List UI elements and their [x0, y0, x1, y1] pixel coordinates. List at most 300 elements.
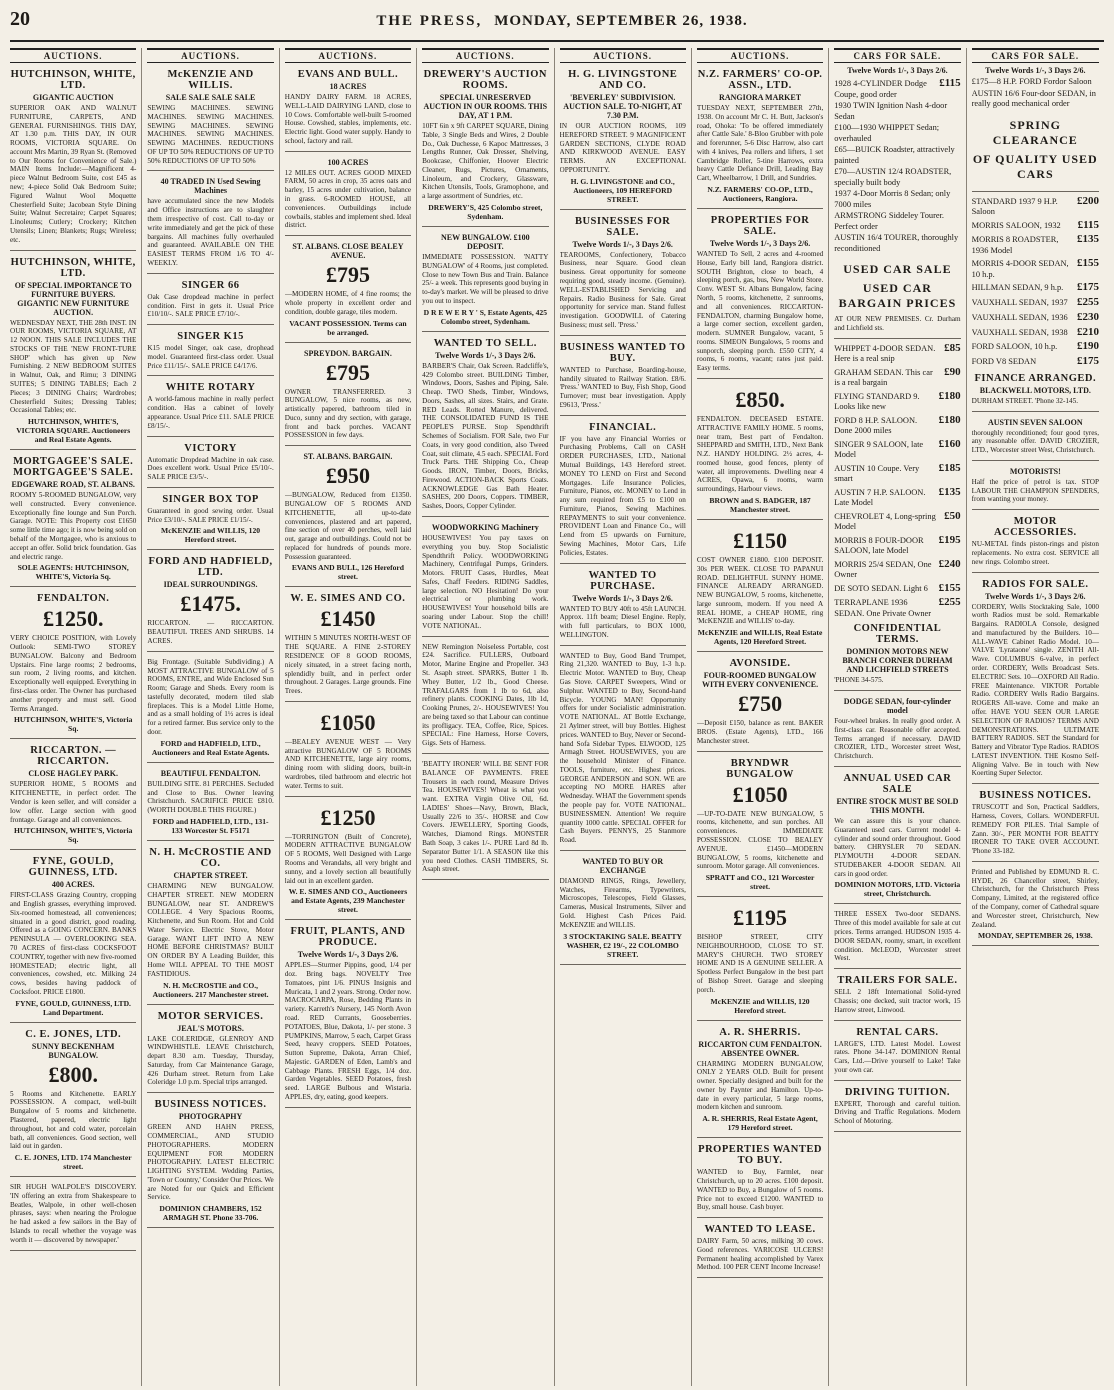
ad-block [147, 491, 273, 551]
car-listing [834, 596, 960, 619]
ad-block [10, 254, 136, 451]
car-listing [834, 123, 960, 144]
newspaper-title: THE PRESS, [376, 13, 483, 29]
car-listing [834, 462, 960, 485]
ad-body: CHARMING MODERN BUNGALOW, ONLY 2 YEARS OLD. Built for present owner. Specially designed and built for the owner by Paynter and Hamilton. Up-to-date in every particular, 5 large rooms, modern kitchen and sunroom. [696, 1059, 824, 1112]
ad-heading: ANNUAL USED CAR SALE [843, 773, 952, 795]
ad-body: TEAROOMS, Confectionery, Tobacco Business, near Square. Good clean business. Great opportunity for someone requiring good, steady income. (Genuine). WELL-ESTABLISHED Servicing and Repairs. Radio Business for Sale. Great opportunity for service man. Stand fullest investigation. GOODWILL of Catering Business; must sell. 'Press.' [559, 250, 686, 329]
car-price: £155 [938, 581, 961, 594]
ad-block [10, 1026, 136, 1177]
ad-footer: HUTCHINSON, WHITE'S, Victoria Sq. [13, 826, 133, 845]
car-listing [972, 219, 1099, 233]
ad-block [972, 513, 1099, 572]
ad-block [972, 415, 1099, 461]
car-price: £85 [944, 341, 961, 354]
ad-subheading: SPECIAL UNRESERVED AUCTION IN OUR ROOMS. THIS DAY, AT 1 P.M. [423, 93, 548, 120]
ad-subheading: IDEAL SURROUNDINGS. [163, 580, 258, 590]
ad-subheading: OF QUALITY USED CARS [972, 151, 1098, 181]
ad-block [285, 66, 411, 152]
car-description: ARMSTRONG Siddeley Tourer. Perfect order [834, 211, 945, 231]
ad-body: BUILDING SITE. 81 PERCHES. Secluded and Close to Bus. Owner leaving Christchurch. SACRIFICE PRICE £810. (WORTH DOUBLE THIS FIGURE.) [147, 779, 274, 815]
ad-block [697, 1141, 823, 1218]
car-listing [972, 281, 1099, 295]
ad-body: WANTED to Buy, Farmlet, near Christchurch, up to 20 acres. £100 deposit. WANTED to Buy, a Bungalow of 5 rooms. Price not to exceed £1200. WANTED to Buy, small house. Cash buyer. [696, 1168, 824, 1212]
ad-footer: MONDAY, SEPTEMBER 26, 1938. [978, 931, 1093, 941]
ad-body: GREEN AND HAHN PRESS, COMMERCIAL, AND STUDIO PHOTOGRAPHERS. MODERN EQUIPMENT FOR MODERN PHOTOGRAPHY. LATEST ELECTRIC LIGHTING SYSTEM. Wedding Parties, 'Town or Country,' Consider Our Prices. We are Noted for our Quick and Efficient Service. [147, 1123, 274, 1202]
ad-subheading: RICCARTON CUM FENDALTON. ABSENTEE OWNER. [698, 1039, 822, 1058]
car-listings [834, 77, 960, 254]
car-description: 1928 4-CYLINDER Dodge Coupe, good order [834, 79, 927, 99]
page-number-spacer [1094, 8, 1104, 31]
ad-block [697, 755, 823, 897]
ad-subheading: PHOTOGRAPHY [178, 1112, 243, 1122]
car-price: £115 [1077, 218, 1099, 231]
ad-body: —TORRINGTON (Built of Concrete), MODERN ATTRACTIVE BUNGALOW OF 5 ROOMS, Well Designed with Large Rooms and Verandahs, all very bright and sunny, and a lovely section all beautifully laid out in an excellent garden. [284, 832, 412, 885]
car-price: £255 [938, 596, 961, 609]
car-price: £135 [1077, 233, 1099, 246]
car-description: VAUXHALL SEDAN, 1938 [971, 327, 1068, 337]
ad-block [834, 972, 960, 1020]
ad-price: £795 [325, 262, 370, 288]
ad-footer: SOLE AGENTS: HUTCHINSON, WHITE'S, Victoria Sq. [17, 563, 129, 582]
car-description: 1930 TWIN Ignition Nash 4-door Sedan [834, 101, 948, 121]
car-listing [834, 366, 960, 389]
ad-body: We can assure this is your chance. Guaranteed used cars. Current model 4-cylinder and sound order throughout. Good battery. CHRYSLER 70 SEDAN. PLYMOUTH 4-DOOR SEDAN. STUDEBAKER 4-DOOR SEDAN. All cars in good order. [834, 817, 961, 878]
section-heading: AUCTIONS. [560, 48, 686, 63]
ad-subheading: CLOSE HAGLEY PARK. [28, 769, 118, 779]
ad-heading: DREWERY'S AUCTION ROOMS. [423, 69, 547, 91]
ad-block [972, 464, 1099, 510]
ad-heading: W. E. SIMES AND CO. [290, 593, 406, 605]
ad-heading: FRUIT, PLANTS, AND PRODUCE. [290, 926, 406, 949]
ad-block [10, 1180, 136, 1250]
car-description: FORD V8 SEDAN [971, 357, 1037, 366]
ad-body: 'BEATTY IRONER' WILL BE SENT FOR BALANCE OF PAYMENTS. FREE Trousers in each round, Measure Drives Tea. HOUSEWIVES! Wheat is what you want. EXTRA Virgin Olive Oil, 6d. LADIES' Shoes—Navy, Brown, Black, Usually 22/6 to 35/-. HORSE and Cow Covers. JEWELLERY, Sporting Goods, Watches, Diamond Rings. MONSTER Bath Soap, 3 cakes 1/-. PURE Lard 8d lb. Separator Butter 1/1. A SEASON like this you need Clothes. CASH TIMBERS, St. Asaph street. [422, 759, 549, 874]
ad-heading: RENTAL CARS. [856, 1026, 939, 1038]
ad-footer: McKENZIE and WILLIS, Real Estate Agents, 120 Hereford Street. [697, 628, 823, 647]
column-8 [972, 48, 1104, 1386]
ad-subheading: BLACKWELL MOTORS, LTD. [979, 385, 1091, 395]
car-price: £230 [1077, 310, 1099, 323]
ad-footer: FORD and HADFIELD, LTD., 131-133 Worcester St. F5171 [152, 816, 269, 835]
ad-body: —MODERN HOME, of 4 fine rooms; the whole property in excellent order and condition, double garage, tiles modern. [284, 290, 412, 316]
ad-block [422, 335, 548, 517]
ad-body: CORDERY, Wells Stocktaking Sale, 1000 worth Radios must be sold. Remarkable Bargains. RADIOLA Console, designed and manufactured by the Builders. 10—ALL-WAVE Cabinet Radio Model. 10—VALVE 'Lyrataone' single. ZENITH All-Wave. COLUMBUS 6-valve, in perfect order. CORDERY, Wells Broadcast Sets. ELECTRIC Sets. 10—OXFORD All Radio. FREE Maintenance. VIKTOR Portable Radio. CORDERY Wells Radio Bargains. ROGERS All-wave. Come and make an offer. HAVE YOU SEEN OUR LARGE SELECTION OF RADIOS? TERMS AND DEMONSTRATIONS. ULTIMATE BATTERY RADIOS. SET the Standard for Battery and Vibrator Type Radios. RADIOS LATEST INVENTION. THE Kosmo Self-Aligning Valve. Be in touch with New Koerting Super Selector. [971, 602, 1099, 778]
car-listing [972, 195, 1099, 218]
ad-body: IMMEDIATE POSSESSION. 'NATTY BUNGALOW' of 4 Rooms, just completed. Close to new Town Bus and Train. Balance 25/- a week. This represents good buying in to-day's market. We will be pleased to drive you out to inspect. [422, 253, 549, 305]
ad-body: WANTED to Buy, Good Band Trumpet, Ring 21,320. WANTED to Buy, 1-3 h.p. Electric Motor. WANTED to Buy, Cheap Gas Stove. CARPET Sweepers, Wind or Sulphur. WANTED to Buy, Second-hand Bicycle. YOUNG MAN! Opportunity offers for under Socialistic administration. VOTE NATIONAL. AT Bottle Exchange, 21 Aylmer street, will buy Bottles. Highest prices. WANTED to Buy, Never or Second-hand Sofa Sidebar Types. ELWOOD, 125 Armagh Street. HOUSEWIVES, you are the household Minister of Finance. TOOLS, furniture, etc. Highest prices. GEORGE ANDERSON and SON. WE are accepting NO MORE HARES after Wednesday. WHAT the Government spends the people pay for. VOTE NATIONAL. BUSINESSMEN. Attention! We require quantity 1000 cattle. SPECIAL OFFER for Cash Buyers. PENNYS, 25 Stanmore Road. [559, 651, 686, 845]
car-price: £185 [938, 461, 961, 474]
ad-footer: DOMINION MOTORS, LTD. Victoria street, Christchurch. [834, 880, 961, 899]
ad-block [422, 230, 548, 332]
car-listing [972, 326, 1099, 340]
car-listing [834, 101, 960, 122]
ad-body: DIAMOND RINGS, Rings, Jewellery, Watches, Firearms, Typewriters, Microscopes, Telescopes, Field Glasses, Cameras, Musical Instruments, Silver and Gold. Highest Cash Prices Paid. McKENZIE and WILLIS. [559, 876, 686, 929]
car-listing [834, 233, 960, 254]
car-description: MORRIS 8 FOUR-DOOR SALOON, late Model [834, 535, 924, 556]
ad-price: £800. [48, 1061, 98, 1087]
ad-body: —BUNGALOW, Reduced from £1350. BUNGALOW OF 5 ROOMS AND KITCHENETTE, all up-to-date conveniences, plastered and art papered, fine section of over 40 perches, well laid out, garage and outbuildings. Could not be replaced for hundreds of pounds more. Possession guaranteed. [284, 491, 412, 561]
masthead [10, 8, 1104, 42]
ad-price: £1195 [733, 905, 787, 931]
ad-heading: PROPERTIES WANTED TO BUY. [698, 1144, 822, 1167]
car-description: AUSTIN 7 H.P. SALOON. Late Model [834, 487, 926, 508]
car-listing [972, 355, 1099, 369]
ad-body: thoroughly reconditioned; four good tyres, any reasonable offer. DAVID CROZIER, LTD., Worcester street West, Christchurch. [971, 428, 1099, 455]
ad-footer: N.Z. FARMERS' CO-OP., LTD., Auctioneers, Rangiora. [707, 185, 813, 204]
ad-heading: HUTCHINSON, WHITE, LTD. [10, 256, 136, 279]
page-number: 20 [10, 8, 30, 30]
car-listing [834, 145, 960, 166]
ad-block [422, 640, 548, 754]
ad-body: WANTED to Purchase, Boarding-house, handily situated to Railway Station. £8/6. 'Press.' WANTED to Buy, Fish Shop, Good Turnover; must bear investigation. Apply £9613, 'Press.' [559, 365, 686, 409]
ad-heading: FORD AND HADFIELD, LTD. [148, 556, 273, 579]
ad-footer: 3 STOCKTAKING SALE. BEATTY WASHER, £2 19/-, 22 COLOMBO STREET. [563, 931, 682, 959]
ad-body: BISHOP STREET, CITY NEIGHBOURHOOD, CLOSE TO ST. MARY'S CHURCH. TWO STOREY HOME AND IS A GENUINE SELLER. A Spotless Perfect Bungalow in the best part of Bishop Street. Garage and sleeping porch. [696, 933, 824, 994]
issue-date: MONDAY, SEPTEMBER 26, 1938. [494, 13, 748, 29]
ad-block [972, 865, 1099, 946]
ad-heading: FINANCE ARRANGED. [974, 372, 1097, 384]
ad-footer: C. E. JONES, LTD. 174 Manchester street. [14, 1153, 132, 1172]
ad-heading: AVONSIDE. [729, 658, 791, 670]
ad-subheading: ST. ALBANS. CLOSE BEALEY AVENUE. [292, 242, 404, 261]
car-price: £90 [944, 365, 961, 378]
car-listing [834, 342, 960, 365]
ad-subheading: Twelve Words 1/-, 3 Days 2/6. [572, 593, 673, 603]
ad-body: APPLES—Sturmer Pippins, good, 1/4 per doz. Bring bags. NOVELTY Tree Tomatoes, pint 1/6. PINUS Insignis and Muricata, 1 and 2 years. Strong. Order now. MACROCARPA, Rose, Bedding Plants in variety. Karreth's Nursery, 145 North Avon road. RED Currants, Gooseberries. POTATOES, Blue, Dakota, 1/- per stone. 3 PUMPKINS, Marrow, 5 each, Carpet Grass Seed, heavy croppers. SEED Potatoes, Sutton Supreme, Dakota, Arran Chief, Majestic. GARDEN of Eden, Lamb's and Cabbage Plants. FRESH Eggs, 1/4 doz. Garden Vegetables. SEED Potatoes, fresh seed. LARGE Bulbous and Wistaria. APPLES, dry, eating, good keepers. [284, 961, 412, 1101]
column-3 [285, 48, 417, 1386]
ad-block [697, 900, 823, 1020]
ad-footer: DREWERY'S, 425 Colombo street, Sydenham. [428, 203, 543, 222]
ad-block [285, 923, 411, 1108]
car-listing [834, 510, 960, 533]
section-heading: CARS FOR SALE. [834, 48, 960, 63]
ad-block [10, 590, 136, 739]
column-2 [147, 48, 279, 1386]
ad-price: £1250 [320, 804, 376, 830]
ad-footer: W. E. SIMES AND CO., Auctioneers and Estate Agents, 239 Manchester street. [288, 887, 408, 915]
ad-heading: FINANCIAL. [589, 421, 657, 433]
ad-body: ROOMY 5-ROOMED BUNGALOW, very well constructed. Every convenience. Exceptionally fine lounge and Sun Porch. Garage. NOTE: This Property cost £1650 some little time ago; it is now being sold on behalf of the Mortgagee, who is anxious to accept an offer. Solid brick foundation. Gas and electric range. [10, 491, 137, 561]
ad-subheading: Twelve Words 1/-, 3 Days 2/6. [985, 591, 1086, 601]
ad-body: SIR HUGH WALPOLE'S DISCOVERY. 'IN offering an extra from Shakespeare to Beatles, Walpole, in other well-chosen phrases, says: when nearing the Prologue he had asked a few sailors in the Bay of Islands to recall whether the voyage was worth it — discovered by newspaper.' [10, 1183, 137, 1244]
ad-body: CHARMING NEW BUNGALOW. CHAPTER STREET. NEW MODERN BUNGALOW, near ST. ANDREW'S COLLEGE. 4 Very Spacious Rooms, Kitchenette, and Sun Room. Hot and Cold Water Service. Electric Stove, Motor Garage. WANT LIFT INTO A NEW HOME BEFORE CHRISTMAS? BUILT ON ORDER BY A Leading Builder, this Home WILL APPEAL TO THE MOST FASTIDIOUS. [147, 881, 274, 978]
rates-line: Twelve Words 1/-, 3 Days 2/6. [847, 66, 948, 75]
ad-price: £1475. [180, 591, 241, 617]
ad-body: 'PHONE 34-575. [834, 676, 884, 685]
ad-block [560, 66, 686, 210]
ad-heading: BRYNDWR BUNGALOW [726, 757, 794, 780]
ad-heading: SPRING CLEARANCE [992, 117, 1078, 147]
car-listing [972, 311, 1099, 325]
car-listing [834, 486, 960, 509]
ad-block [697, 1221, 823, 1278]
ad-body: —Deposit £150, balance as rent. BAKER BROS. (Estate Agents), LTD., 166 Manchester street. [696, 719, 824, 745]
car-description: £70—AUSTIN 12/4 ROADSTER, specially built body [834, 167, 952, 187]
ad-body: IF you have any Financial Worries or Purchasing Problems, Call on CASH ORDER PURCHASES, LTD., National Mutual Buildings, 143 Hereford street. MONEY TO LEND on First and Second Mortgages. Life Insurance Policies, Furniture, Pianos, etc. MONEY to Lend in any sum required from £5 to £100 on Furniture, Pianos, Sewing Machines. REPAYMENTS to suit your convenience. PROVIDENT Loan and Finance Co., will Lend from £5 upwards on Furniture, Sewing Machines, Motor Cars, Life Policies, Estates. [559, 434, 686, 557]
car-price: £195 [938, 533, 961, 546]
ad-block [147, 766, 273, 841]
section-heading: AUCTIONS. [285, 48, 411, 63]
car-price: £180 [938, 389, 961, 402]
ad-subheading: ST. ALBANS. BARGAIN. [303, 452, 393, 462]
ad-body: FENDALTON. DECEASED ESTATE. ATTRACTIVE FAMILY HOME. 5 rooms, near tram, Best part of Fendalton. SHEPPARD and SMITH, LTD., Next Bank N.Z. HANDY HOLDING. 2½ acres, 4-roomed house, good fences, plenty of water, all improvements. Dwelling near 4 ACRES, Opawa, 6 rooms, warm surroundings, Harbour views. [696, 414, 824, 494]
ad-block [697, 655, 823, 751]
ad-heading: BUSINESS WANTED TO BUY. [559, 341, 686, 364]
car-price: £160 [938, 437, 961, 450]
ad-body: Big Frontage. (Suitable Subdividing.) A MOST ATTRACTIVE BUNGALOW of 5 ROOMS, ENTRE, and Wide Enclosed Sun Room; Garage and Sheds. Every room is tastefully decorated, modern tiled slab fireplaces. This is a Model Little Home, and as a small holding of 1½ acres is ideal for a retired farmer. Bus service only to the door. [147, 657, 274, 737]
car-description: £65—BUICK Roadster, attractively painted [834, 145, 955, 165]
car-listing [972, 77, 1099, 88]
ad-body: LAKE COLERIDGE, GLENROY AND WINDWHISTLE. LEAVE Christchurch, depart 8.30 a.m. Tuesday, Thursday, Saturday, from Car Maintenance Garage, 426 Durham street. Return from Lake Coleridge 1.0 p.m. Special trips arranged. [147, 1034, 274, 1087]
ad-subheading: JEAL'S MOTORS. [177, 1023, 244, 1033]
car-description: GRAHAM SEDAN. This car is a real bargain [834, 367, 933, 388]
ad-subheading: 400 ACRES. [51, 880, 95, 890]
ad-body: Oak Case dropdead machine in perfect condition. First in gets it. Usual Price £10/10/-. SALE PRICE £7/10/-. [147, 292, 274, 319]
ad-block [285, 590, 411, 701]
ad-subheading: SUNNY BECKENHAM BUNGALOW. [31, 1041, 115, 1060]
ad-block [285, 155, 411, 236]
ad-footer: HUTCHINSON, WHITE'S, Victoria Sq. [13, 715, 133, 734]
car-listing [972, 233, 1099, 256]
ad-block [147, 1096, 273, 1228]
ad-subheading: RANGIORA MARKET [719, 93, 802, 102]
ad-body: FIRST-CLASS Grazing Country, cropping and English grasses, everything improved. Six-roomed homestead, all conveniences; situated in a good district, good roading. Offered as a GOING CONCERN. BANKS PENINSULA — OVERLOOKING SEA. 70 ACRES of first-class COCKSFOOT COUNTRY, together with new five-roomed HOMESTEAD; electric light, all conveniences, cowshed, etc. Milking 24 cows, besides having paddock of Cocksfoot. PRICE £1800. [10, 891, 137, 996]
columns-grid [10, 48, 1104, 1386]
car-price: £255 [1077, 296, 1099, 308]
car-description: £175—8 H.P. FORD Fordor Saloon [971, 77, 1092, 86]
ad-subheading: ENTIRE STOCK MUST BE SOLD THIS MONTH. [836, 797, 959, 815]
car-price: £175 [1077, 281, 1099, 294]
ad-footer: DOMINION CHAMBERS, 152 ARMAGH ST. Phone 33-706. [159, 1204, 262, 1223]
ad-subheading: SPREYDON. BARGAIN. [304, 348, 392, 358]
ad-heading: BUSINESS NOTICES. [154, 1099, 267, 1111]
car-description: HILLMAN SEDAN, 9 h.p. [971, 283, 1064, 293]
car-listing [834, 390, 960, 413]
ad-heading: H. G. LIVINGSTONE AND CO. [568, 69, 678, 91]
ad-subheading: SALE SALE SALE SALE [165, 93, 256, 102]
car-description: FLYING STANDARD 9. Looks like new [834, 391, 920, 412]
ad-subheading: Twelve Words 1/-, 3 Days 2/6. [435, 350, 536, 360]
ad-body: 5 Rooms and Kitchenette. EARLY POSSESSION. A compact, well-built Bungalow of 5 rooms and kitchenette. Plastered, papered, electric light throughout, hot and cold water, porcelain bath, all conveniences. Good section, well laid out in garden. [10, 1089, 137, 1151]
ad-heading: WANTED TO PURCHASE. [588, 569, 657, 592]
ad-body: HOUSEWIVES! You pay taxes on everything you buy. Stop Socialistic Spendthrift Policy. WOODWORKING Machinery, Centrifugal Pumps, Grinders. Motors. FRUIT Cases, Hurdles, Meat Safes, Chaff Feeders. RIDING Saddles, large selection. NO Hesitation! Do your electrical or plumbing work. HOUSEWIVES! Your household bills are soaring under Labour. Stop the chill! VOTE NATIONAL. [422, 534, 549, 630]
section-heading: AUCTIONS. [10, 48, 136, 63]
car-price: £50 [944, 509, 961, 522]
ad-body: HANDY DAIRY FARM. 18 ACRES, WELL-LAID DAIRYING LAND, close to 10 Cows. Comfortable well-built 5-roomed House. Cowshed, stables, implements, etc. Electric light. Good water supply. Handy to school, factory and rail. [284, 93, 412, 145]
ad-subheading: Twelve Words 1/-, 3 Days 2/6. [709, 239, 811, 249]
ad-subheading: AUSTIN SEVEN SALOON [987, 417, 1083, 427]
ad-subheading: EDGEWARE ROAD, ST. ALBANS. [11, 480, 135, 490]
ad-body: COST OWNER £1800. £100 DEPOSIT. 30s PER WEEK. CLOSE TO PAPANUI ROAD. DELIGHTFUL SUNNY HOME. FINANCE ALREADY ARRANGED. NEW BUNGALOW, 5 rooms, kitchenette, large sunroom, modern. If you need A REAL HOME, a CHEAP HOME, ring 'McKENZIE and WILLIS' to-day. [696, 556, 824, 626]
ad-footer: McKENZIE and WILLIS, 120 Hereford street. [710, 996, 810, 1015]
section-heading: CARS FOR SALE. [972, 48, 1099, 63]
ad-footer: McKENZIE and WILLIS, 120 Hereford street. [161, 526, 261, 545]
ad-body: Printed and Published by EDMUND R. C. HYDE, 26 Chancellor street, Shirley, Christchurch, for the Christchurch Press Company, Limited, at the registered office of the Company, corner of Cathedral square and Worcester street, Christchurch, New Zealand. [971, 867, 1099, 929]
car-description: 1937 4-Door Morris 8 Sedan; only 7000 miles [834, 189, 951, 209]
ad-body: RICCARTON. — RICCARTON. BEAUTIFUL TREES AND SHRUBS. 14 ACRES. [147, 619, 274, 645]
ad-subheading: 'BEVERLEY' SUBDIVISION. AUCTION SALE. TO-NIGHT, AT 7.30 P.M. [563, 93, 683, 120]
ad-block [285, 800, 411, 921]
car-listing [972, 296, 1099, 310]
ad-body: —UP-TO-DATE NEW BUNGALOW, 5 rooms, kitchenette, and sun porches. All conveniences. IMMEDIATE POSSESSION. CLOSE TO BEALEY AVENUE. £1450—MODERN BUNGALOW, 5 rooms, kitchenette and sunroom. Motor garage. All conveniences. [696, 809, 824, 871]
ad-block [147, 328, 273, 376]
ad-body: LARGE'S, LTD. Latest Model. Lowest rates. Phone 34-147. DOMINION Rental Cars, Ltd.—Drive yourself to Lake! Take your own car. [834, 1039, 961, 1074]
ad-block [697, 382, 823, 520]
car-price: £210 [1077, 325, 1099, 338]
car-description: VAUXHALL SEDAN, 1937 [971, 298, 1068, 307]
car-description: WHIPPET 4-DOOR SEDAN. Here is a real snip [834, 343, 936, 364]
ad-body: SEWING MACHINES. SEWING MACHINES. SEWING MACHINES. SEWING MACHINES. SEWING MACHINES. SEWING MACHINES. SEWING MACHINES. REDUCTIONS OF UP TO 50% REDUCTIONS OF UP TO 50% REDUCTIONS OF UP TO 50% [147, 104, 274, 165]
ad-heading: McKENZIE AND WILLIS. [167, 69, 254, 91]
section-heading: AUCTIONS. [147, 48, 273, 63]
ad-block [10, 853, 136, 1022]
ad-body: THREE ESSEX Two-door SEDANS. Three of this model available for sale at cut prices. Terms arranged. HUDSON 1935 4-DOOR SEDAN, roomy, smart, in excellent condition. McLEOD, Worcester street West. [834, 910, 961, 963]
ad-price: £750 [738, 691, 783, 717]
ad-heading: WANTED TO SELL. [433, 337, 537, 349]
ad-block [697, 1024, 823, 1139]
car-listing [972, 89, 1099, 110]
ad-heading: TRAILERS FOR SALE. [837, 975, 958, 987]
ad-heading: HUTCHINSON, WHITE, LTD. [10, 69, 136, 91]
ad-subheading: NEW BUNGALOW. £100 DEPOSIT. [440, 233, 530, 252]
ad-heading: BUSINESS NOTICES. [979, 790, 1092, 802]
car-description: FORD SALOON, 10 h.p. [971, 342, 1058, 352]
ad-block [834, 620, 960, 691]
ad-heading: SINGER 66 [181, 279, 240, 291]
ad-body: Half the price of petrol is tax. STOP LABOUR THE CHAMPION SPENDERS, from wanting your money. [971, 477, 1099, 504]
ad-footer: SPRATT and CO., 121 Worcester street. [705, 873, 815, 892]
ad-block [10, 453, 136, 587]
ad-heading: VICTORY [184, 442, 237, 454]
ad-body: WANTED TO BUY 40ft to 45ft LAUNCH. Approx. 11ft beam; Diesel Engine. Reply, with full particulars, to BOX 1000, WELLINGTON. [559, 604, 686, 639]
ad-block [560, 339, 686, 416]
ad-subheading: GIGANTIC AUCTION [32, 93, 114, 102]
ad-price: £1050 [732, 781, 788, 807]
car-description: MORRIS SALOON, 1932 [971, 220, 1061, 230]
ad-footer: N. H. McCROSTIE and CO., Auctioneers. 217 Manchester street. [152, 980, 269, 999]
ad-heading: EVANS AND BULL. [297, 69, 399, 80]
car-price: £190 [1077, 340, 1099, 353]
ad-heading: SINGER K15 [177, 331, 244, 343]
ad-heading: N.Z. FARMERS' CO-OP. ASSN., LTD. [697, 69, 823, 91]
ad-heading: USED CAR SALE [843, 262, 952, 276]
priced-car-list [972, 195, 1099, 369]
ad-subheading: WOODWORKING Machinery [431, 523, 539, 532]
ad-block [285, 449, 411, 587]
ad-block [972, 370, 1099, 412]
ad-block [834, 694, 960, 767]
ad-subheading: USED CAR BARGAIN PRICES [838, 281, 957, 310]
column-1 [10, 48, 142, 1386]
ad-body: WEDNESDAY NEXT, THE 28th INST. IN OUR ROOMS, VICTORIA SQUARE, AT 12 NOON. THIS SALE INCLUDES THE STOCKS OF THE 'NEW FRONT-TURE SHOP' which has given up New Furnishing. 2 NEW BEDROOM SUITES in Walnut, Oak, and Rimu; 3 DINING SUITES; 5 DINING TABLES; Each 2 Pieces; 3 DINING Chairs; Wardrobes; Chesterfield Suites; Dressing Tables; Occasional Tables; etc. [10, 318, 137, 415]
ad-subheading: Twelve Words 1/-, 3 Days 2/6. [297, 950, 399, 960]
ad-heading: N. H. McCROSTIE AND CO. [149, 846, 272, 869]
ad-subheading: DODGE SEDAN, four-cylinder model [843, 697, 952, 716]
ad-body: WITHIN 5 MINUTES NORTH-WEST OF THE SQUARE. A FINE 2-STOREY RESIDENCE OF 8 GOOD ROOMS, nicely situated, in a street facing north, splendidly built, and in perfect order throughout. 2 Garages. Large grounds. Fine Trees. [284, 634, 412, 696]
priced-car-list [834, 342, 960, 620]
car-listing [834, 167, 960, 188]
ad-block [285, 239, 411, 342]
ad-body: SELL 2 18ft International Solid-tyred Chassis; one decked, suit tractor work, 15 Harrow street, Linwood. [834, 988, 961, 1014]
car-listing [834, 189, 960, 210]
ad-heading: C. E. JONES, LTD. [25, 1028, 122, 1040]
car-description: DE SOTO SEDAN. Light 6 [834, 583, 928, 593]
ad-body: TRUSCOTT and Son, Practical Saddlers, Harness, Covers, Collars. WONDERFUL REMEDY FOR PILES. Trial Sample of Zann. 30/-, PER MONTH FOR BEATTY IRONER TO TAKE OVER ACCOUNT. 'Phone 33-182. [971, 803, 1099, 856]
ad-block [147, 440, 273, 488]
car-description: VAUXHALL SEDAN, 1936 [971, 312, 1068, 322]
car-price: £200 [1077, 194, 1099, 207]
ad-price: £795 [325, 359, 370, 385]
ad-subheading: WANTED TO BUY OR EXCHANGE [582, 856, 664, 875]
ad-block [10, 742, 136, 850]
ad-heading: PROPERTIES FOR SALE. [710, 215, 810, 238]
ad-body: Four-wheel brakes. In really good order. A first-class car. Reasonable offer accepted. Terms arranged if necessary. DAVID CROZIER, LTD., Worcester street West, Christchurch. [834, 717, 961, 761]
ad-heading: WANTED TO LEASE. [704, 1224, 816, 1236]
car-listing [972, 257, 1099, 280]
car-listing [972, 340, 1099, 354]
ad-footer: VACANT POSSESSION. Terms can be arranged. [289, 318, 407, 337]
ad-body: —BEALEY AVENUE WEST — Very attractive BUNGALOW OF 5 ROOMS AND KITCHENETTE, large airy rooms, dining room with sliding doors, built-in wardrobes, tiled bathroom and electric hot water. Terms to suit. [284, 737, 412, 790]
ad-heading: FENDALTON. [36, 593, 110, 605]
ad-block [560, 567, 686, 646]
ad-block [147, 174, 273, 273]
car-description: MORRIS 4-DOOR SEDAN, 10 h.p. [971, 259, 1069, 279]
ad-block [147, 1008, 273, 1094]
ad-block [834, 255, 960, 339]
ad-body: EXPERT, Thorough and careful tuition. Driving and Traffic Regulations. Modern School of Motoring. [834, 1099, 961, 1126]
car-listings [972, 77, 1099, 110]
ad-heading: A. R. SHERRIS. [719, 1026, 801, 1038]
ad-subheading: Twelve Words 1/-, 3 Days 2/6. [572, 239, 673, 249]
ad-price: £950 [325, 463, 370, 489]
ad-body: NU-METAL finds piston-rings and piston replacements. No extra cost. SERVICE all new rings. Colombo street. [971, 540, 1099, 566]
ad-block [422, 66, 548, 227]
ad-footer: D R E W E R Y ' S, Estate Agents, 425 Colombo street, Sydenham. [423, 307, 548, 326]
ad-block [560, 649, 686, 851]
car-price: £175 [1077, 355, 1099, 367]
ad-block [834, 770, 960, 904]
ad-price: £850. [735, 386, 785, 412]
ad-heading: SINGER BOX TOP [162, 493, 259, 505]
car-price: £240 [938, 557, 961, 570]
car-description: STANDARD 1937 9 H.P. Saloon [971, 196, 1058, 216]
car-description: AUSTIN 10 Coupe. Very smart [834, 463, 920, 484]
ad-footer: EVANS AND BULL, 126 Hereford street. [291, 563, 405, 582]
ad-block [422, 520, 548, 637]
car-listing [834, 582, 960, 596]
ad-subheading: CHAPTER STREET. [173, 870, 248, 880]
ad-block [697, 523, 823, 652]
car-listing [834, 558, 960, 581]
column-5 [560, 48, 692, 1386]
ad-block [147, 66, 273, 171]
car-description: CHEVROLET 4, Long-spring Model [834, 511, 936, 532]
rates-line: Twelve Words 1/-, 3 Days 2/6. [985, 66, 1086, 75]
ad-body: VERY CHOICE POSITION, with Lovely Outlook: SEMI-TWO STOREY BUNGALOW. Balcony and Bedroom Upstairs. Fine large rooms; 2 bedrooms, sun room, 2 living rooms, and kitchen. Exceptionally well equipped. Everything in first-class order. The Owner has purchased another property and must sell. Good Terms Arranged. [10, 634, 137, 713]
column-4 [422, 48, 554, 1386]
ad-footer: H. G. LIVINGSTONE and CO., Auctioneers, 109 HEREFORD STREET. [570, 176, 675, 204]
ad-block [147, 844, 273, 1005]
ad-subheading: 40 TRADED IN Used Sewing Machines [160, 177, 261, 196]
ad-subheading: BEAUTIFUL FENDALTON. [160, 768, 261, 778]
car-listing [834, 77, 960, 100]
ad-block [285, 346, 411, 447]
section-heading: AUCTIONS. [697, 48, 823, 63]
ad-heading: WHITE ROTARY [165, 382, 256, 394]
column-6 [697, 48, 829, 1386]
ad-heading: RICCARTON. — RICCARTON. [30, 745, 117, 768]
